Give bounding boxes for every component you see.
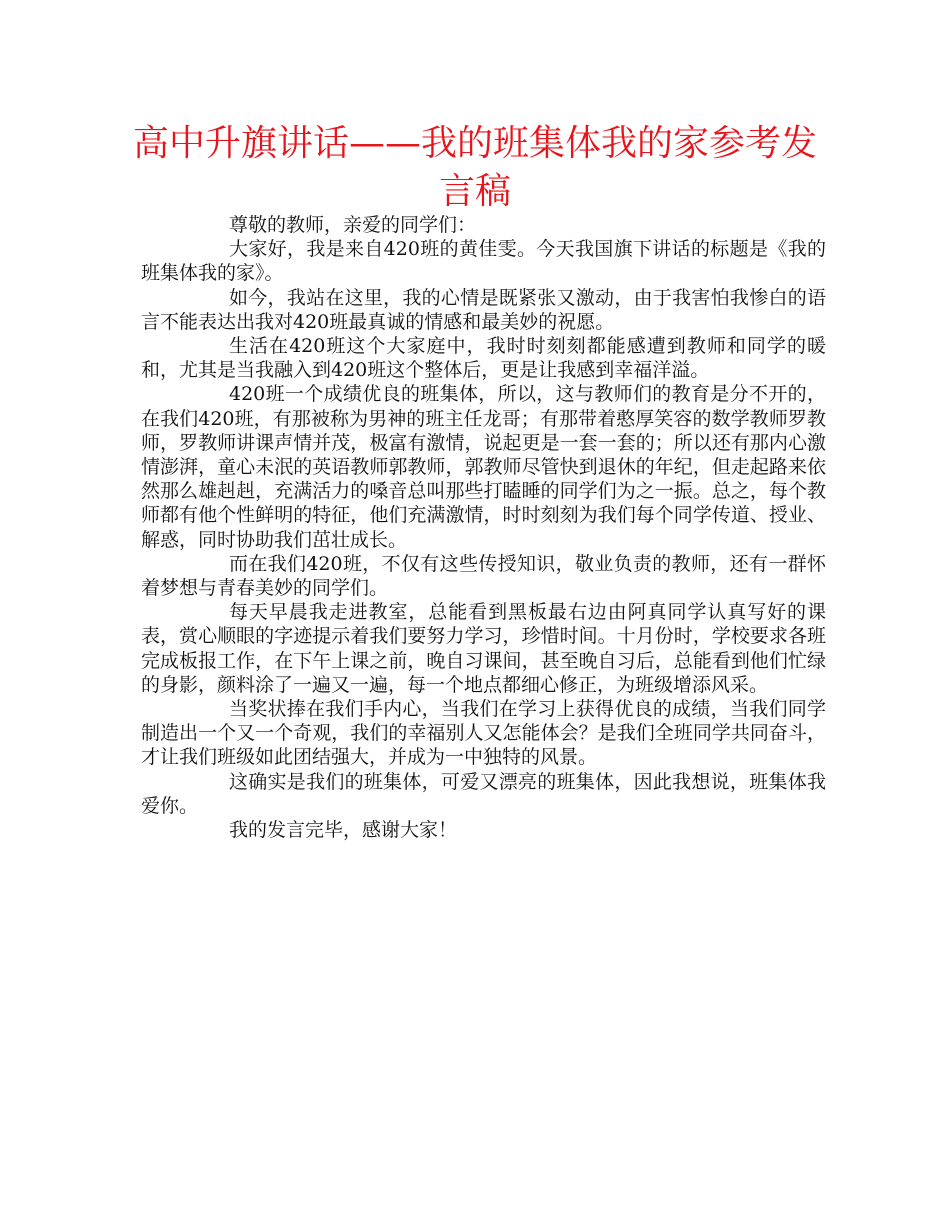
- paragraph-classmates: 而在我们420班，不仅有这些传授知识，敬业负责的教师，还有一群怀着梦想与青春美妙的同学们。: [141, 552, 826, 600]
- paragraph-daily-life: 每天早晨我走进教室，总能看到黑板最右边由阿真同学认真写好的课表，赏心顺眼的字迹提示着我们要努力学习，珍惜时间。十月份时，学校要求各班完成板报工作，在下午上课之前，晚自习课间，甚至晚自习后，总能看到他们忙绿的身影，颜料涂了一遍又一遍，每一个地点都细心修正，为班级增添风采。: [141, 601, 826, 696]
- paragraph-achievements: 当奖状捧在我们手内心，当我们在学习上获得优良的成绩，当我们同学制造出一个又一个奇观，我们的幸福别人又怎能体会？是我们全班同学共同奋斗，才让我们班级如此团结强大，并成为一中独特的风景。: [141, 698, 826, 769]
- paragraph-closing: 我的发言完毕，感谢大家！: [229, 819, 458, 842]
- paragraph-greeting: 大家好，我是来自420班的黄佳雯。今天我国旗下讲话的标题是《我的班集体我的家》。: [141, 238, 826, 285]
- paragraph-teachers: 420班一个成绩优良的班集体，所以，这与教师们的教育是分不开的，在我们420班，有那被称为男神的班主任龙哥；有那带着憨厚笑容的数学教师罗教师，罗教师讲课声情并茂，极富有激情，说起更是一套一套的；所以还有那内心激情澎湃，童心未泯的英语教师郭教师，郭教师尽管快到退休的年纪，但走起路来依然那么雄赳赳，充满活力的嗓音总叫那些打瞌睡的同学们为之一振。总之，每个教师都有他个性鲜明的特征，他们充满激情，时时刻刻为我们每个同学传道、授业、解惑，同时协助我们茁壮成长。: [141, 383, 826, 551]
- paragraph-love-class: 这确实是我们的班集体，可爱又漂亮的班集体，因此我想说，班集体我爱你。: [141, 770, 826, 817]
- document-body: [141, 213, 826, 842]
- paragraph-salutation: 尊敬的教师，亲爱的同学们：: [229, 214, 477, 236]
- paragraph-feelings: 如今，我站在这里，我的心情是既紧张又激动，由于我害怕我惨白的语言不能表达出我对420班最真诚的情感和最美妙的祝愿。: [141, 286, 826, 333]
- document-title: 高中升旗讲话——我的班集体我的家参考发言稿: [132, 123, 817, 212]
- paragraph-family: 生活在420班这个大家庭中，我时时刻刻都能感遭到教师和同学的暖和，尤其是当我融入到420班这个整体后，更是让我感到幸福洋溢。: [141, 335, 826, 382]
